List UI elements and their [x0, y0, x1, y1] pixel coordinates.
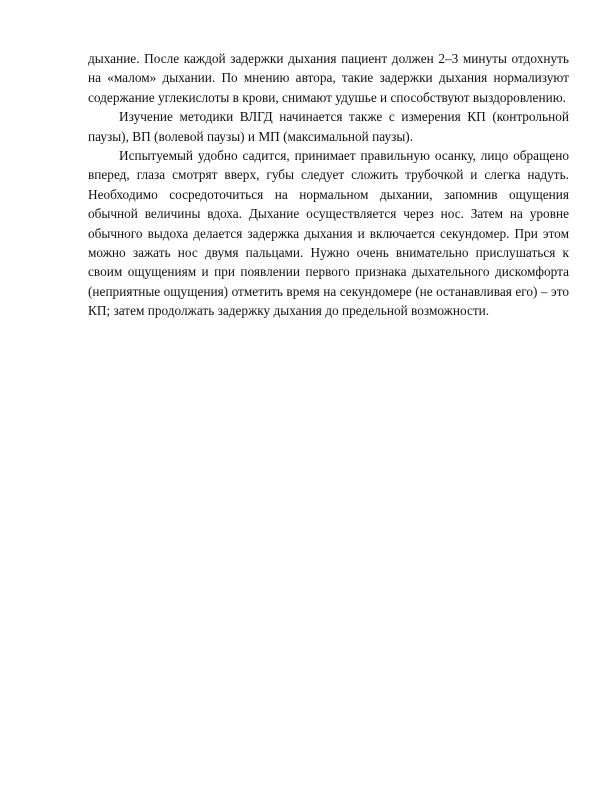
paragraph-continuation: дыхание. После каждой задержки дыхания пациент должен 2–3 минуты отдохнуть на «малом» дыхании. По мнению автора, такие задержки дыхания нормализуют содержание углекислоты в крови, снимают удушье и способствуют выздоровлению.	[88, 51, 569, 105]
paragraph-method-study: Изучение методики ВЛГД начинается также с измерения КП (контрольной паузы), ВП (волевой паузы) и МП (максимальной паузы).	[88, 109, 569, 144]
paragraph-procedure: Испытуемый удобно садится, принимает правильную осанку, лицо обращено вперед, глаза смотрят вверх, губы следует сложить трубочкой и слегка надуть. Необходимо сосредоточиться на нормальном дыхании, запомнив ощущения обычной величины вдоха. Дыхание осуществляется через нос. Затем на уровне обычного выдоха делается задержка дыхания и включается секундомер. При этом можно зажать нос двумя пальцами. Нужно очень внимательно прислушаться к своим ощущениям и при появлении первого признака дыхательного дискомфорта (неприятные ощущения) отметить время на секундомере (не останавливая его) – это КП; затем продолжать задержку дыхания до предельной возможности.	[88, 148, 569, 319]
body-text	[88, 49, 569, 321]
